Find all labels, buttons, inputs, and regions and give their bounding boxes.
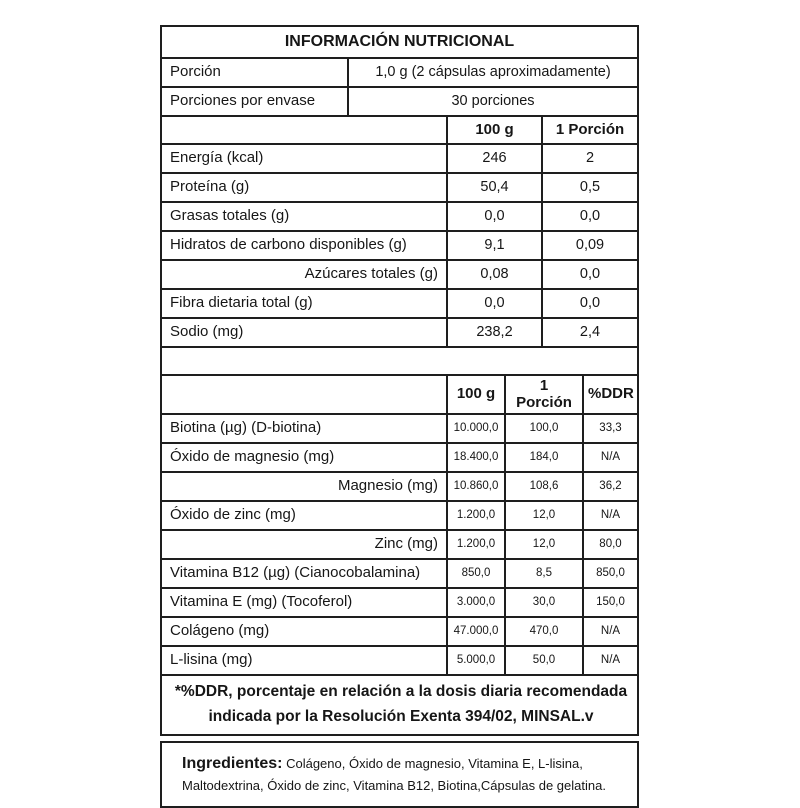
value-ddr: N/A [582, 502, 637, 529]
nutrient-row-azucares [162, 259, 637, 288]
value-100g: 50,4 [446, 174, 541, 201]
nutrient-label: Fibra dietaria total (g) [170, 294, 313, 312]
portion-value: 1,0 g (2 cápsulas aproximadamente) [347, 59, 637, 86]
nutrient-label: Zinc (mg) [374, 535, 438, 553]
nutrient-label: L-lisina (mg) [170, 651, 253, 669]
nutrient-label: Azúcares totales (g) [304, 265, 438, 283]
vitamin-row-magnesio [162, 471, 637, 500]
vitamin-row-b12 [162, 558, 637, 587]
value-portion: 30,0 [504, 589, 582, 616]
value-portion: 2,4 [541, 319, 637, 346]
vitamin-row-oxido-magnesio [162, 442, 637, 471]
ingredients-text: Colágeno, Óxido de magnesio, Vitamina E, L-lisina, Maltodextrina, Óxido de zinc, Vitamina B12, Biotina,Cápsulas de gelatina. [182, 755, 606, 794]
ddr-footnote [162, 676, 637, 734]
ddr-footnote-row [162, 674, 637, 734]
vitamin-row-lisina [162, 645, 637, 674]
servings-per-package-row [162, 86, 637, 115]
value-portion: 8,5 [504, 560, 582, 587]
nutrient-row-energia [162, 143, 637, 172]
main-table-header-row [162, 115, 637, 143]
nutrient-label: Magnesio (mg) [337, 477, 438, 495]
main-header-portion: 1 Porción [541, 117, 637, 143]
vitamin-row-vitamina-e [162, 587, 637, 616]
nutrient-row-fibra [162, 288, 637, 317]
nutrition-facts-box [160, 25, 639, 736]
vitamin-header-ddr: %DDR [582, 376, 638, 413]
nutrient-label: Proteína (g) [170, 178, 250, 196]
value-100g: 1.200,0 [446, 502, 504, 529]
nutrient-label: Óxido de magnesio (mg) [170, 448, 335, 466]
value-ddr: 33,3 [582, 415, 637, 442]
nutrient-label: Óxido de zinc (mg) [170, 506, 296, 524]
value-portion: 0,5 [541, 174, 637, 201]
nutrient-label: Vitamina B12 (µg) (Cianocobalamina) [170, 564, 421, 582]
value-100g: 9,1 [446, 232, 541, 259]
value-100g: 18.400,0 [446, 444, 504, 471]
value-ddr: 36,2 [582, 473, 637, 500]
value-portion: 12,0 [504, 531, 582, 558]
value-portion: 0,0 [541, 203, 637, 230]
value-100g: 246 [446, 145, 541, 172]
nutrient-label: Colágeno (mg) [170, 622, 270, 640]
page-title: INFORMACIÓN NUTRICIONAL [284, 33, 515, 51]
value-portion: 108,6 [504, 473, 582, 500]
vitamin-row-zinc [162, 529, 637, 558]
value-portion: 0,0 [541, 290, 637, 317]
value-portion: 100,0 [504, 415, 582, 442]
ddr-footnote-line1: *%DDR, porcentaje en relación a la dosis diaria recomendada [174, 683, 628, 700]
value-portion: 184,0 [504, 444, 582, 471]
value-100g: 0,0 [446, 290, 541, 317]
ddr-footnote-line2: indicada por la Resolución Exenta 394/02, MINSAL.v [208, 707, 594, 725]
nutrition-label [160, 25, 639, 808]
ingredients-label: Ingredientes: [182, 754, 283, 772]
per-package-value: 30 porciones [347, 88, 637, 115]
value-100g: 10.860,0 [446, 473, 504, 500]
value-100g: 1.200,0 [446, 531, 504, 558]
spacer-row [162, 346, 637, 374]
vitamin-row-biotina [162, 413, 637, 442]
value-100g: 10.000,0 [446, 415, 504, 442]
value-ddr: 850,0 [582, 560, 637, 587]
value-100g: 238,2 [446, 319, 541, 346]
title-row [162, 27, 637, 57]
value-portion: 12,0 [504, 502, 582, 529]
value-ddr: 80,0 [582, 531, 637, 558]
vitamin-header-portion: 1 Porción [504, 376, 582, 413]
value-100g: 0,08 [446, 261, 541, 288]
portion-label: Porción [170, 63, 221, 81]
serving-row [162, 57, 637, 86]
vitamin-row-oxido-zinc [162, 500, 637, 529]
value-100g: 5.000,0 [446, 647, 504, 674]
value-ddr: N/A [582, 647, 637, 674]
value-portion: 2 [541, 145, 637, 172]
vitamin-header-100g: 100 g [446, 376, 504, 413]
value-100g: 0,0 [446, 203, 541, 230]
ingredients-box [160, 741, 639, 808]
main-header-100g: 100 g [446, 117, 541, 143]
value-100g: 850,0 [446, 560, 504, 587]
per-package-label: Porciones por envase [170, 92, 316, 110]
vitamin-header-empty [162, 376, 446, 413]
value-portion: 0,09 [541, 232, 637, 259]
vitamin-row-colageno [162, 616, 637, 645]
nutrient-label: Grasas totales (g) [170, 207, 290, 225]
value-100g: 3.000,0 [446, 589, 504, 616]
nutrient-label: Biotina (µg) (D-biotina) [170, 419, 322, 437]
nutrient-label: Energía (kcal) [170, 149, 264, 167]
nutrient-row-proteina [162, 172, 637, 201]
value-portion: 50,0 [504, 647, 582, 674]
nutrient-label: Hidratos de carbono disponibles (g) [170, 236, 407, 254]
value-100g: 47.000,0 [446, 618, 504, 645]
nutrient-row-hidratos [162, 230, 637, 259]
value-ddr: N/A [582, 618, 637, 645]
nutrient-label: Vitamina E (mg) (Tocoferol) [170, 593, 353, 611]
nutrient-row-sodio [162, 317, 637, 346]
value-portion: 470,0 [504, 618, 582, 645]
value-ddr: 150,0 [582, 589, 637, 616]
vitamin-table-header-row [162, 374, 637, 413]
value-ddr: N/A [582, 444, 637, 471]
nutrient-row-grasas [162, 201, 637, 230]
value-portion: 0,0 [541, 261, 637, 288]
main-header-empty [162, 117, 446, 143]
nutrient-label: Sodio (mg) [170, 323, 244, 341]
spacer-cell [162, 348, 637, 374]
